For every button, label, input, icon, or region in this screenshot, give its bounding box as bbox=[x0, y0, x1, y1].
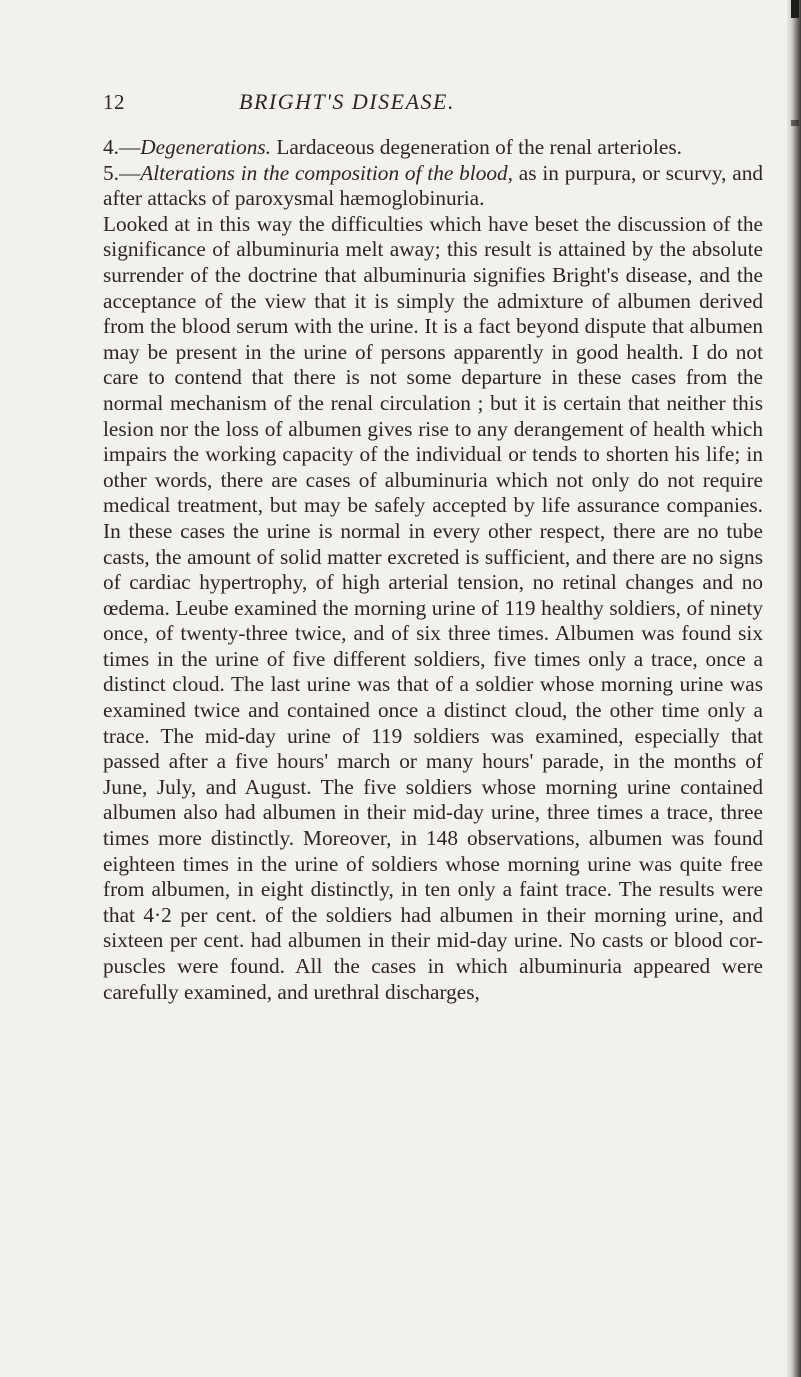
item-text: as in purpura, or scurvy, and after attacks of paroxysmal hæmoglobinuria. bbox=[103, 160, 763, 211]
page-number: 12 bbox=[103, 90, 125, 114]
edge-mark bbox=[791, 0, 799, 18]
item-number: 4.— bbox=[103, 135, 141, 159]
edge-mark bbox=[791, 120, 799, 126]
page-body bbox=[103, 135, 763, 1005]
item-heading: Alterations in the composition of the blood, bbox=[140, 160, 513, 185]
item-heading: Degenerations. bbox=[140, 135, 271, 159]
item-number: 5.— bbox=[103, 160, 141, 185]
page-edge-shadow bbox=[787, 0, 801, 1377]
list-item bbox=[103, 161, 763, 212]
list-item bbox=[103, 135, 763, 161]
body-paragraph: Looked at in this way the difficulties which have beset the discussion of the significance of albuminuria melt away; this result is attained by the absolute surrender of the doctrine that albuminuria signifies Bright's disease, and the acceptance of the view that it is simply the admixture of albumen derived from the blood serum with the urine. It is a fact beyond dispute that albumen may be present in the urine of persons apparently in good health. I do not care to contend that there is not some departure in these cases from the normal mechanism of the renal circulation ; but it is certain that neither this lesion nor the loss of albumen gives rise to any derangement of health which impairs the working capacity of the individual or tends to shorten his life; in other words, there are cases of albuminuria which not only do not require medical treatment, but may be safely accepted by life assurance companies. In these cases the urine is normal in every other respect, there are no tube casts, the amount of solid matter excreted is sufficient, and there are no signs of cardiac hypertrophy, of high arterial tension, no retinal changes and no œdema. Leube examined the morning urine of 119 healthy soldiers, of ninety once, of twenty-three twice, and of six three times. Albumen was found six times in the urine of five different soldiers, five times only a trace, once a distinct cloud. The last urine was that of a soldier whose morning urine was examined twice and contained once a distinct cloud, the other time only a trace. The mid-day urine of 119 soldiers was examined, especially that passed after a five hours' march or many hours' parade, in the months of June, July, and August. The five soldiers whose morning urine contained albumen also had albumen in their mid-day urine, three times a trace, three times more distinctly. Moreover, in 148 observations, albumen was found eighteen times in the urine of soldiers whose morning urine was quite free from albumen, in eight distinctly, in ten only a faint trace. The results were that 4·2 per cent. of the soldiers had albumen in their morning urine, and sixteen per cent. had albumen in their mid-day urine. No casts or blood cor- puscles were found. All the cases in which albuminuria appeared were carefully examined, and urethral discharges, bbox=[103, 211, 763, 1004]
running-head-title: BRIGHT'S DISEASE. bbox=[239, 89, 455, 114]
running-head bbox=[103, 90, 763, 120]
item-text: Lardaceous degeneration of the renal arterioles. bbox=[271, 135, 682, 159]
